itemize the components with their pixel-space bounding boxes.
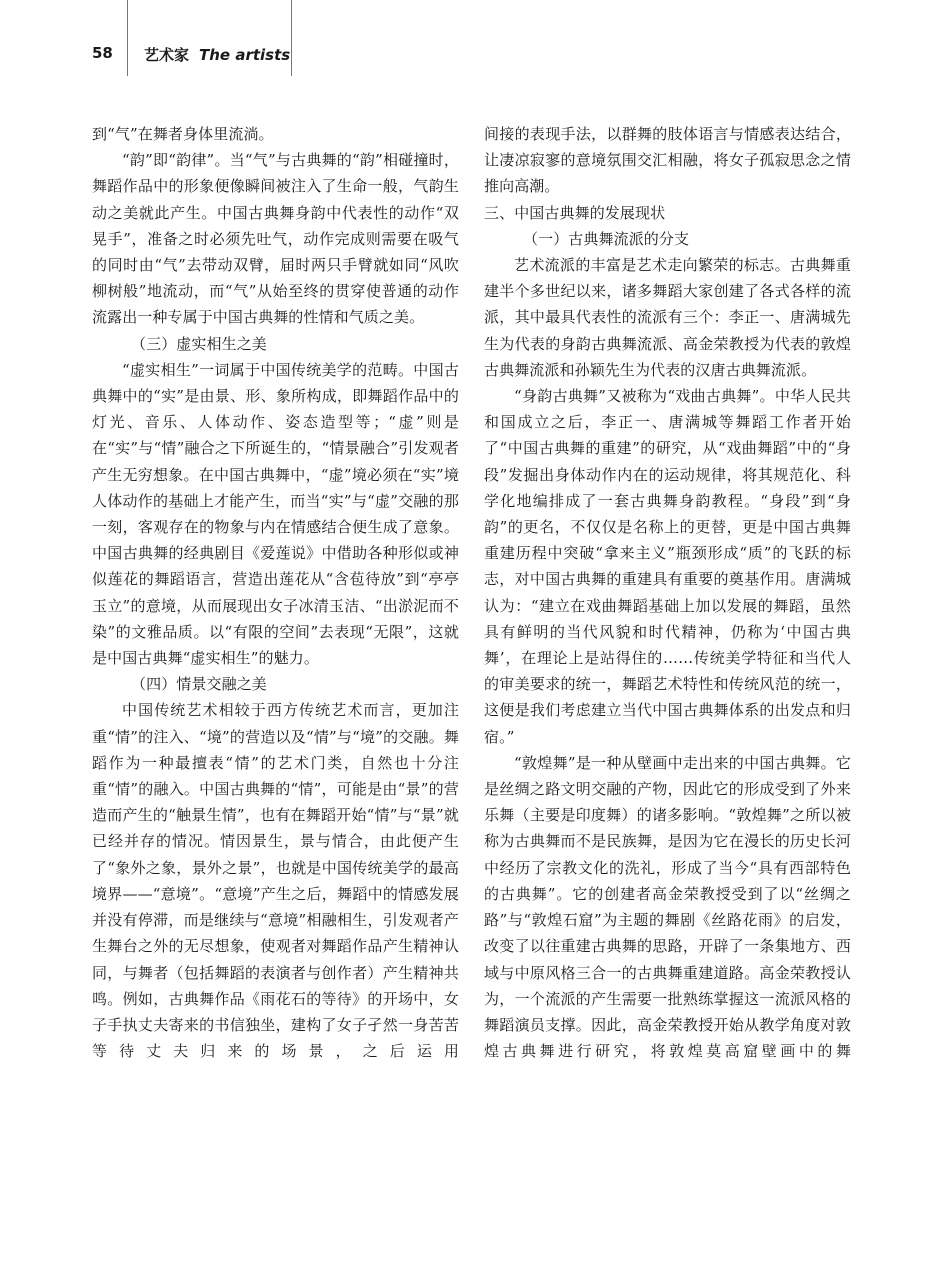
header-divider-left [127,0,128,76]
section-heading: 三、中国古典舞的发展现状 [484,203,666,222]
paragraph: “韵”即“韵律”。当“气”与古典舞的“韵”相碰撞时，舞蹈作品中的形象便像瞬间被注入了生命一般，气韵生动之美就此产生。中国古典舞身韵中代表性的动作“双晃手”，准备之时必须先吐气，动作完成则需要在吸气的同时由“气”去带动双臂，届时两只手臂就如同“风吹柳树般”地流动，而“气”从始至终的贯穿使普通的动作流露出一种专属于中国古典舞的性情和气质之美。 [92,151,459,327]
section-heading: （一）古典舞流派的分支 [523,229,690,248]
paragraph: “敦煌舞”是一种从壁画中走出来的中国古典舞。它是丝绸之路文明交融的产物，因此它的形成受到了外来乐舞（主要是印度舞）的诸多影响。“敦煌舞”之所以被称为古典舞而不是民族舞，是因为它在漫长的历史长河中经历了宗教文化的洗礼，形成了当今“具有西部特色的古典舞”。它的创建者高金荣教授受到了以“丝绸之路”与“敦煌石窟”为主题的舞剧《丝路花雨》的启发，改变了以往重建古典舞的思路，开辟了一条集地方、西域与中原风格三合一的古典舞重建道路。高金荣教授认为，一个流派的产生需要一批熟练掌握这一流派风格的舞蹈演员支撑。因此，高金荣教授开始从教学角度对敦煌古典舞进行研究，将敦煌莫高窟壁画中的舞 [484,753,851,1061]
page-number: 58 [92,44,113,62]
paragraph: 艺术流派的丰富是艺术走向繁荣的标志。古典舞重建半个多世纪以来，诸多舞蹈大家创建了各式各样的流派，其中最具代表性的流派有三个：李正一、唐满城先生为代表的身韵古典舞流派、高金荣教授为代表的敦煌古典舞流派和孙颖先生为代表的汉唐古典舞流派。 [484,256,851,379]
right-column [484,121,851,1064]
section-heading: （三）虚实相生之美 [131,334,267,353]
journal-title [144,44,290,65]
paragraph: 间接的表现手法，以群舞的肢体语言与情感表达结合，让凄凉寂寥的意境氛围交汇相融，将女子孤寂思念之情推向高潮。 [484,125,851,196]
journal-title-en: The artists [199,46,291,64]
page-header [0,0,950,80]
paragraph: “虚实相生”一词属于中国传统美学的范畴。中国古典舞中的“实”是由景、形、象所构成，即舞蹈作品中的灯光、音乐、人体动作、姿态造型等；“虚”则是在“实”与“情”融合之下所诞生的，“情景融合”引发观者产生无穷想象。在中国古典舞中，“虚”境必须在“实”境人体动作的基础上才能产生，而当“实”与“虚”交融的那一刻，客观存在的物象与内在情感结合便生成了意象。中国古典舞的经典剧目《爱莲说》中借助各种形似或神似莲花的舞蹈语言，营造出莲花从“含苞待放”到“亭亭玉立”的意境，从而展现出女子冰清玉洁、“出淤泥而不染”的文雅品质。以“有限的空间”去表现“无限”，这就是中国古典舞“虚实相生”的魅力。 [92,360,459,668]
section-heading: （四）情景交融之美 [131,675,267,694]
header-divider-right [291,0,292,76]
left-column [92,121,459,1064]
paragraph: 中国传统艺术相较于西方传统艺术而言，更加注重“情”的注入、“境”的营造以及“情”与“境”的交融。舞蹈作为一种最擅表“情”的艺术门类，自然也十分注重“情”的融入。中国古典舞的“情”，可能是由“景”的营造而产生的“触景生情”，也有在舞蹈开始“情”与“景”就已经并存的情况。情因景生，景与情合，由此便产生了“象外之象，景外之景”，也就是中国传统美学的最高境界——“意境”。“意境”产生之后，舞蹈中的情感发展并没有停滞，而是继续与“意境”相融相生，引发观者产生舞台之外的无尽想象，使观者对舞蹈作品产生精神认同，与舞者（包括舞蹈的表演者与创作者）产生精神共鸣。例如，古典舞作品《雨花石的等待》的开场中，女子手执丈夫寄来的书信独坐，建构了女子孑然一身苦苦等待丈夫归来的场景，之后运用 [92,701,459,1061]
paragraph: 到“气”在舞者身体里流淌。 [92,125,274,143]
paragraph: “身韵古典舞”又被称为“戏曲古典舞”。中华人民共和国成立之后，李正一、唐满城等舞蹈工作者开始了“中国古典舞的重建”的研究，从“戏曲舞蹈”中的“身段”发掘出身体动作内在的运动规律，将其规范化、科学化地编排成了一套古典舞身韵教程。“身段”到“身韵”的更名，不仅仅是名称上的更替，更是中国古典舞重建历程中突破“拿来主义”瓶颈形成“质”的飞跃的标志，对中国古典舞的重建具有重要的奠基作用。唐满城认为：“建立在戏曲舞蹈基础上加以发展的舞蹈，虽然具有鲜明的当代风貌和时代精神，仍称为‘中国古典舞’，在理论上是站得住的……传统美学特征和当代人的审美要求的统一，舞蹈艺术特性和传统风范的统一，这便是我们考虑建立当代中国古典舞体系的出发点和归宿。” [484,387,851,746]
journal-title-cn: 艺术家 [144,46,190,64]
